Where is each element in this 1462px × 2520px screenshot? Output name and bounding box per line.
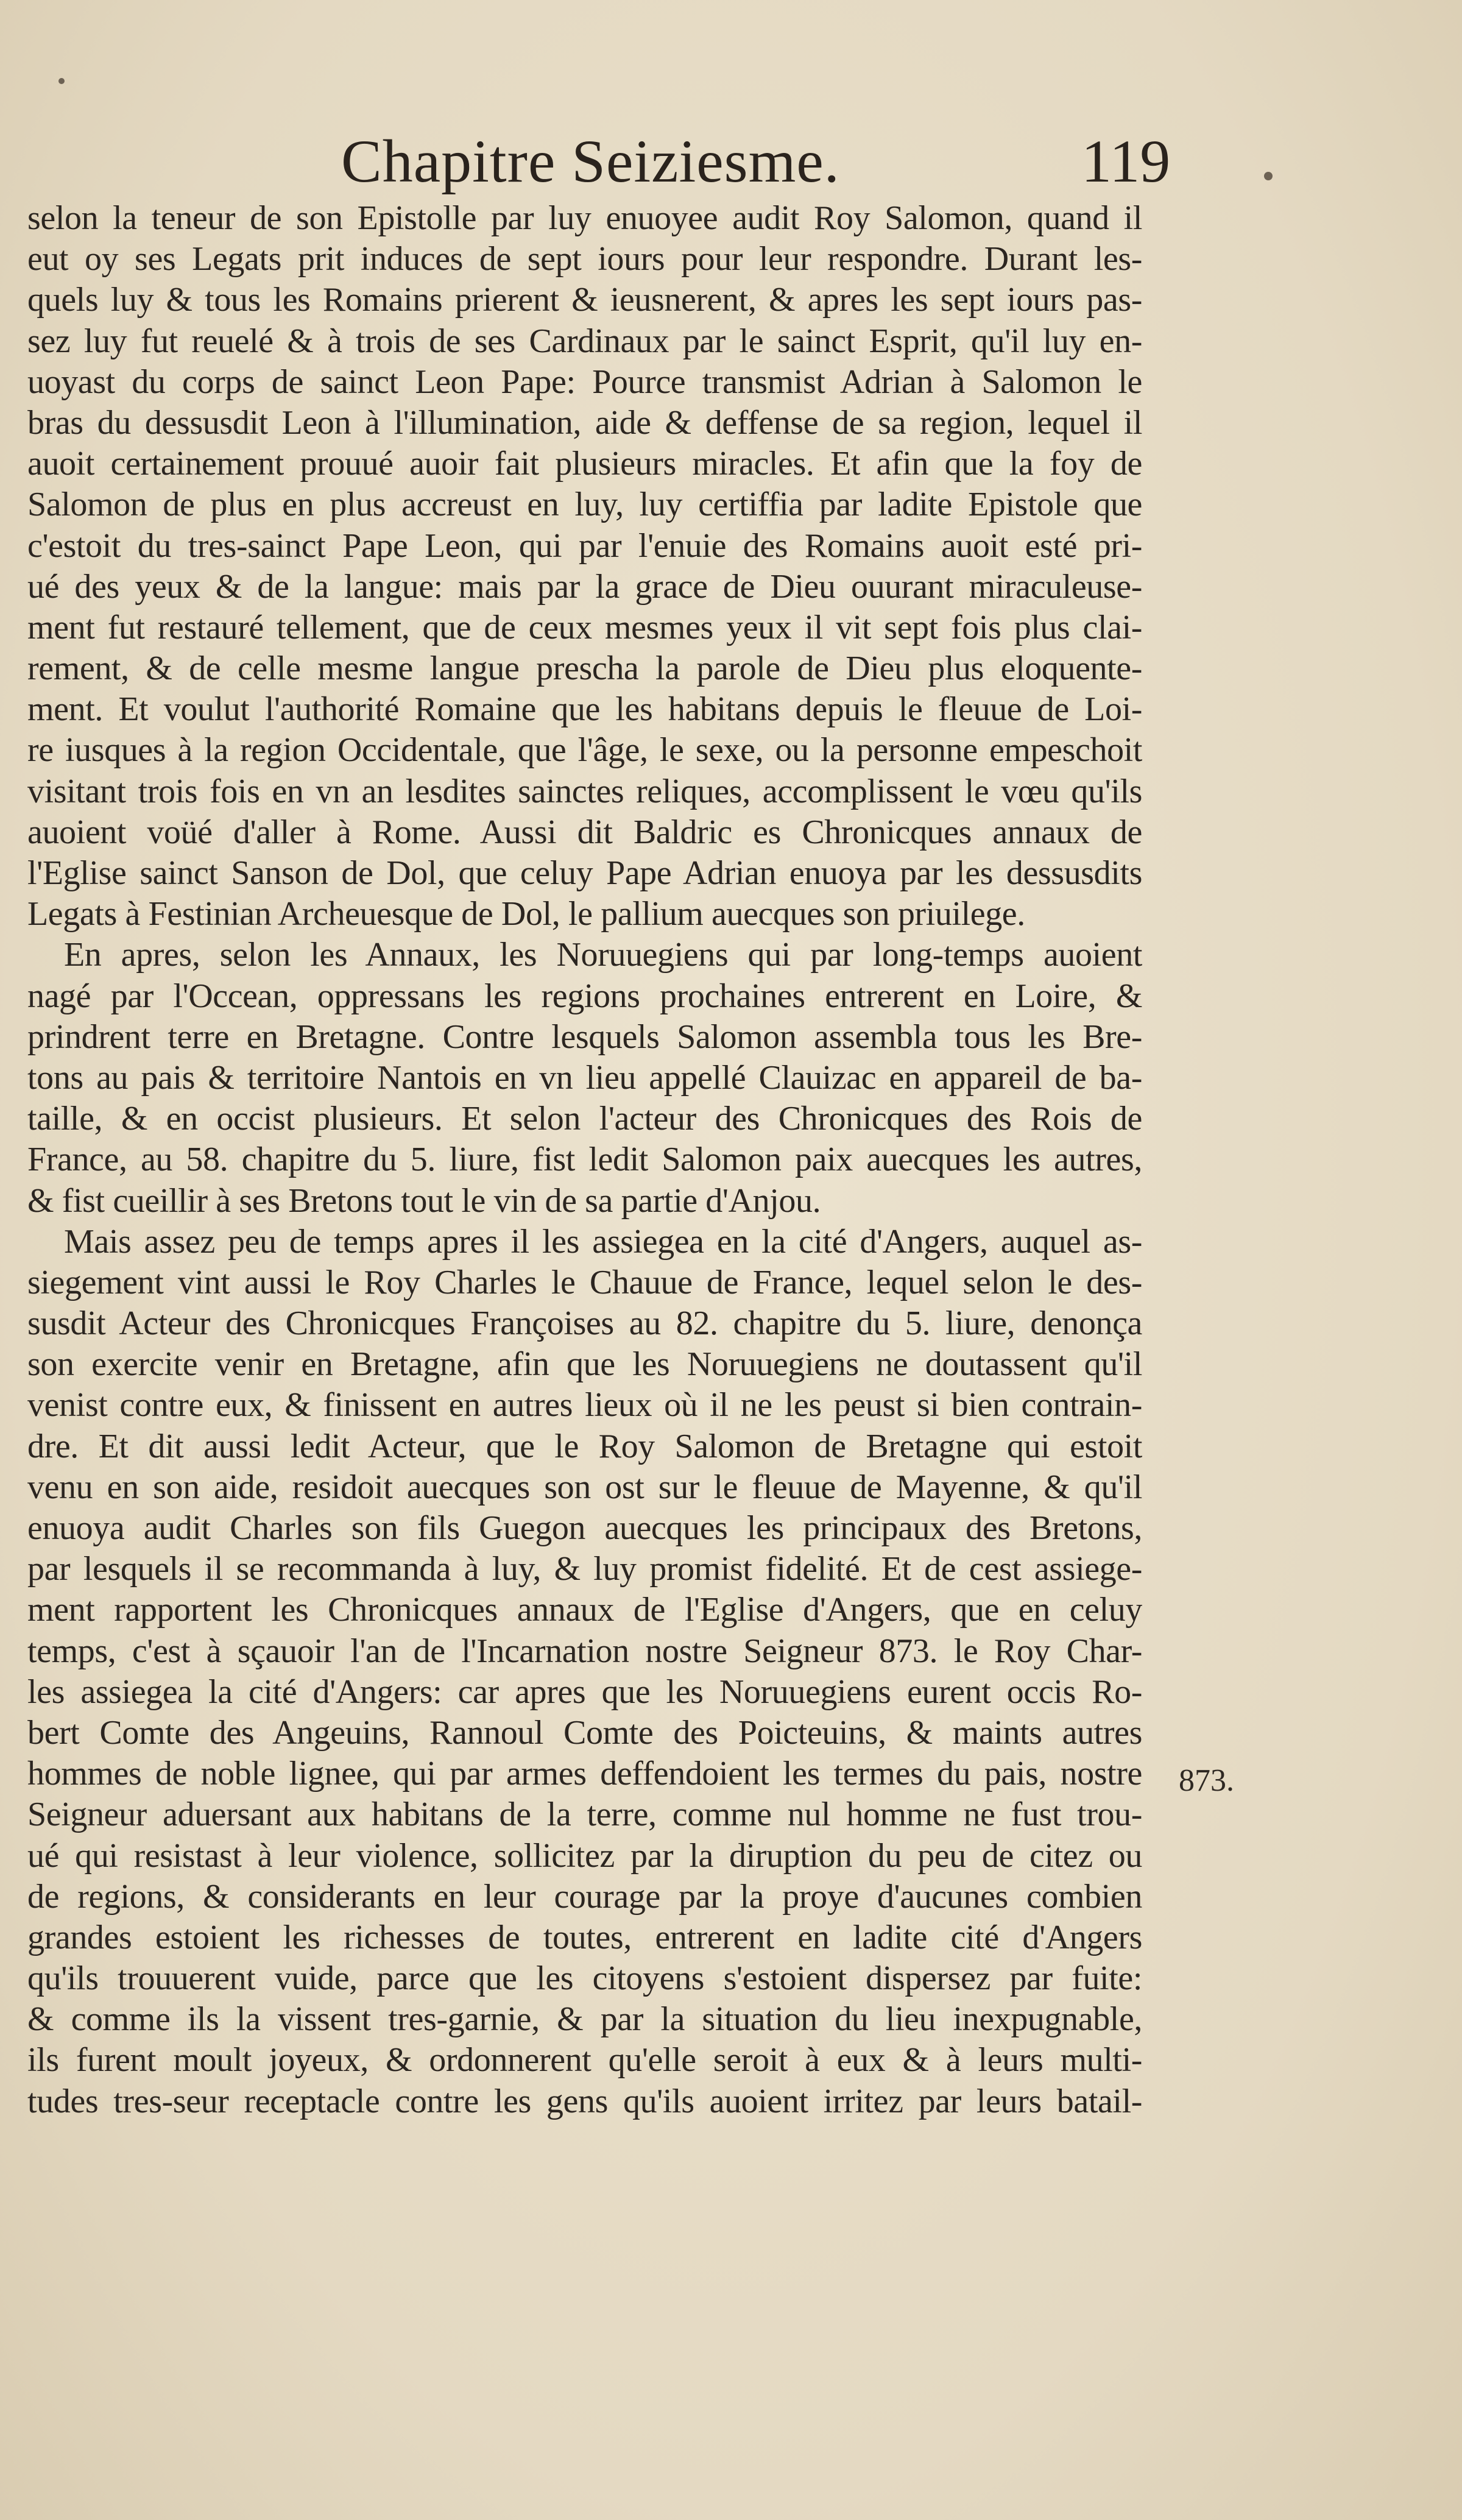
text-line: par lesquels il se recommanda à luy, & luy promist fidelité. Et de cest assiege-: [27, 1550, 1142, 1588]
text-line: ils furent moult joyeux, & ordonnerent qu'elle seroit à eux & à leurs multi-: [27, 2041, 1142, 2079]
text-line: bert Comte des Angeuins, Rannoul Comte des Poicteuins, & maints autres: [27, 1713, 1142, 1752]
ink-speck: [58, 78, 65, 84]
text-line: hommes de noble lignee, qui par armes deffendoient les termes du pais, nostre: [27, 1755, 1142, 1793]
text-line: ué des yeux & de la langue: mais par la grace de Dieu ouurant miraculeuse-: [27, 567, 1142, 606]
text-line: c'estoit du tres-sainct Pape Leon, qui par l'enuie des Romains auoit esté pri-: [27, 526, 1142, 565]
text-line: dre. Et dit aussi ledit Acteur, que le Roy Salomon de Bretagne qui estoit: [27, 1427, 1142, 1465]
text-line: enuoya audit Charles son fils Guegon auecques les principaux des Bretons,: [27, 1509, 1142, 1547]
text-line: venu en son aide, residoit auecques son ost sur le fleuue de Mayenne, & qu'il: [27, 1468, 1142, 1506]
text-line: grandes estoient les richesses de toutes, entrerent en ladite cité d'Angers: [27, 1918, 1142, 1956]
text-line: France, au 58. chapitre du 5. liure, fist ledit Salomon paix auecques les autres,: [27, 1141, 1142, 1179]
text-line: de regions, & considerants en leur courage par la proye d'aucunes combien: [27, 1877, 1142, 1916]
page-header: [0, 122, 1462, 201]
text-line: ué qui resistast à leur violence, sollicitez par la diruption du peu de citez ou: [27, 1836, 1142, 1875]
text-line: tudes tres-seur receptacle contre les gens qu'ils auoient irritez par leurs batail-: [27, 2082, 1142, 2120]
text-line: re iusques à la region Occidentale, que l'âge, le sexe, ou la personne empeschoit: [27, 731, 1142, 770]
text-line: uoyast du corps de sainct Leon Pape: Pource transmist Adrian à Salomon le: [27, 363, 1142, 401]
text-line: visitant trois fois en vn an lesdites sainctes reliques, accomplissent le vœu qu'ils: [27, 772, 1142, 810]
body-text: [27, 198, 1142, 2122]
text-line: venist contre eux, & finissent en autres lieux où il ne les peust si bien contrain-: [27, 1386, 1142, 1425]
text-line: quels luy & tous les Romains prierent & ieusnerent, & apres les sept iours pas-: [27, 281, 1142, 319]
text-line: taille, & en occist plusieurs. Et selon l'acteur des Chronicques des Rois de: [27, 1100, 1142, 1138]
text-line: siegement vint aussi le Roy Charles le Chauue de France, lequel selon le des-: [27, 1263, 1142, 1301]
page-number: 119: [1081, 127, 1171, 195]
text-line: prindrent terre en Bretagne. Contre lesquels Salomon assembla tous les Bre-: [27, 1018, 1142, 1056]
text-line: temps, c'est à sçauoir l'an de l'Incarnation nostre Seigneur 873. le Roy Char-: [27, 1632, 1142, 1670]
text-line: En apres, selon les Annaux, les Noruuegiens qui par long-temps auoient: [64, 936, 1142, 974]
text-line: auoient voüé d'aller à Rome. Aussi dit Baldric es Chronicques annaux de: [27, 813, 1142, 851]
text-line: les assiegea la cité d'Angers: car apres que les Noruuegiens eurent occis Ro-: [27, 1672, 1142, 1711]
text-line: Legats à Festinian Archeuesque de Dol, le pallium auecques son priuilege.: [27, 895, 1025, 933]
text-line: Mais assez peu de temps apres il les assiegea en la cité d'Angers, auquel as-: [64, 1222, 1142, 1261]
text-line: Salomon de plus en plus accreust en luy, luy certiffia par ladite Epistole que: [27, 486, 1142, 524]
text-line: Seigneur aduersant aux habitans de la terre, comme nul homme ne fust trou-: [27, 1796, 1142, 1834]
text-line: qu'ils trouuerent vuide, parce que les citoyens s'estoient dispersez par fuite:: [27, 1959, 1142, 1998]
text-line: nagé par l'Occean, oppressans les regions prochaines entrerent en Loire, &: [27, 977, 1142, 1015]
text-line: auoit certainement prouué auoir fait plusieurs miracles. Et afin que la foy de: [27, 445, 1142, 483]
text-line: tons au pais & territoire Nantois en vn lieu appellé Clauizac en appareil de ba-: [27, 1058, 1142, 1097]
text-line: ment. Et voulut l'authorité Romaine que les habitans depuis le fleuue de Loi-: [27, 690, 1142, 729]
text-line: ment rapportent les Chronicques annaux de l'Eglise d'Angers, que en celuy: [27, 1591, 1142, 1629]
text-line: l'Eglise sainct Sanson de Dol, que celuy Pape Adrian enuoya par les dessusdits: [27, 854, 1142, 892]
text-line: bras du dessusdit Leon à l'illumination, aide & deffense de sa region, lequel il: [27, 403, 1142, 442]
text-line: & comme ils la vissent tres-garnie, & par la situation du lieu inexpugnable,: [27, 2000, 1142, 2039]
text-line: selon la teneur de son Epistolle par luy enuoyee audit Roy Salomon, quand il: [27, 199, 1142, 237]
text-line: ment fut restauré tellement, que de ceux mesmes yeux il vit sept fois plus clai-: [27, 608, 1142, 646]
text-line: rement, & de celle mesme langue prescha la parole de Dieu plus eloquente-: [27, 649, 1142, 688]
text-line: son exercite venir en Bretagne, afin que les Noruuegiens ne doutassent qu'il: [27, 1345, 1142, 1384]
text-line: & fist cueillir à ses Bretons tout le vin de sa partie d'Anjou.: [27, 1181, 821, 1220]
margin-note-year: 873.: [1179, 1763, 1234, 1798]
running-title: Chapitre Seiziesme.: [341, 127, 840, 195]
text-line: sez luy fut reuelé & à trois de ses Cardinaux par le sainct Esprit, qu'il luy en-: [27, 322, 1142, 360]
text-line: eut oy ses Legats prit induces de sept iours pour leur respondre. Durant les-: [27, 240, 1142, 278]
text-line: susdit Acteur des Chronicques Françoises au 82. chapitre du 5. liure, denonça: [27, 1304, 1142, 1343]
